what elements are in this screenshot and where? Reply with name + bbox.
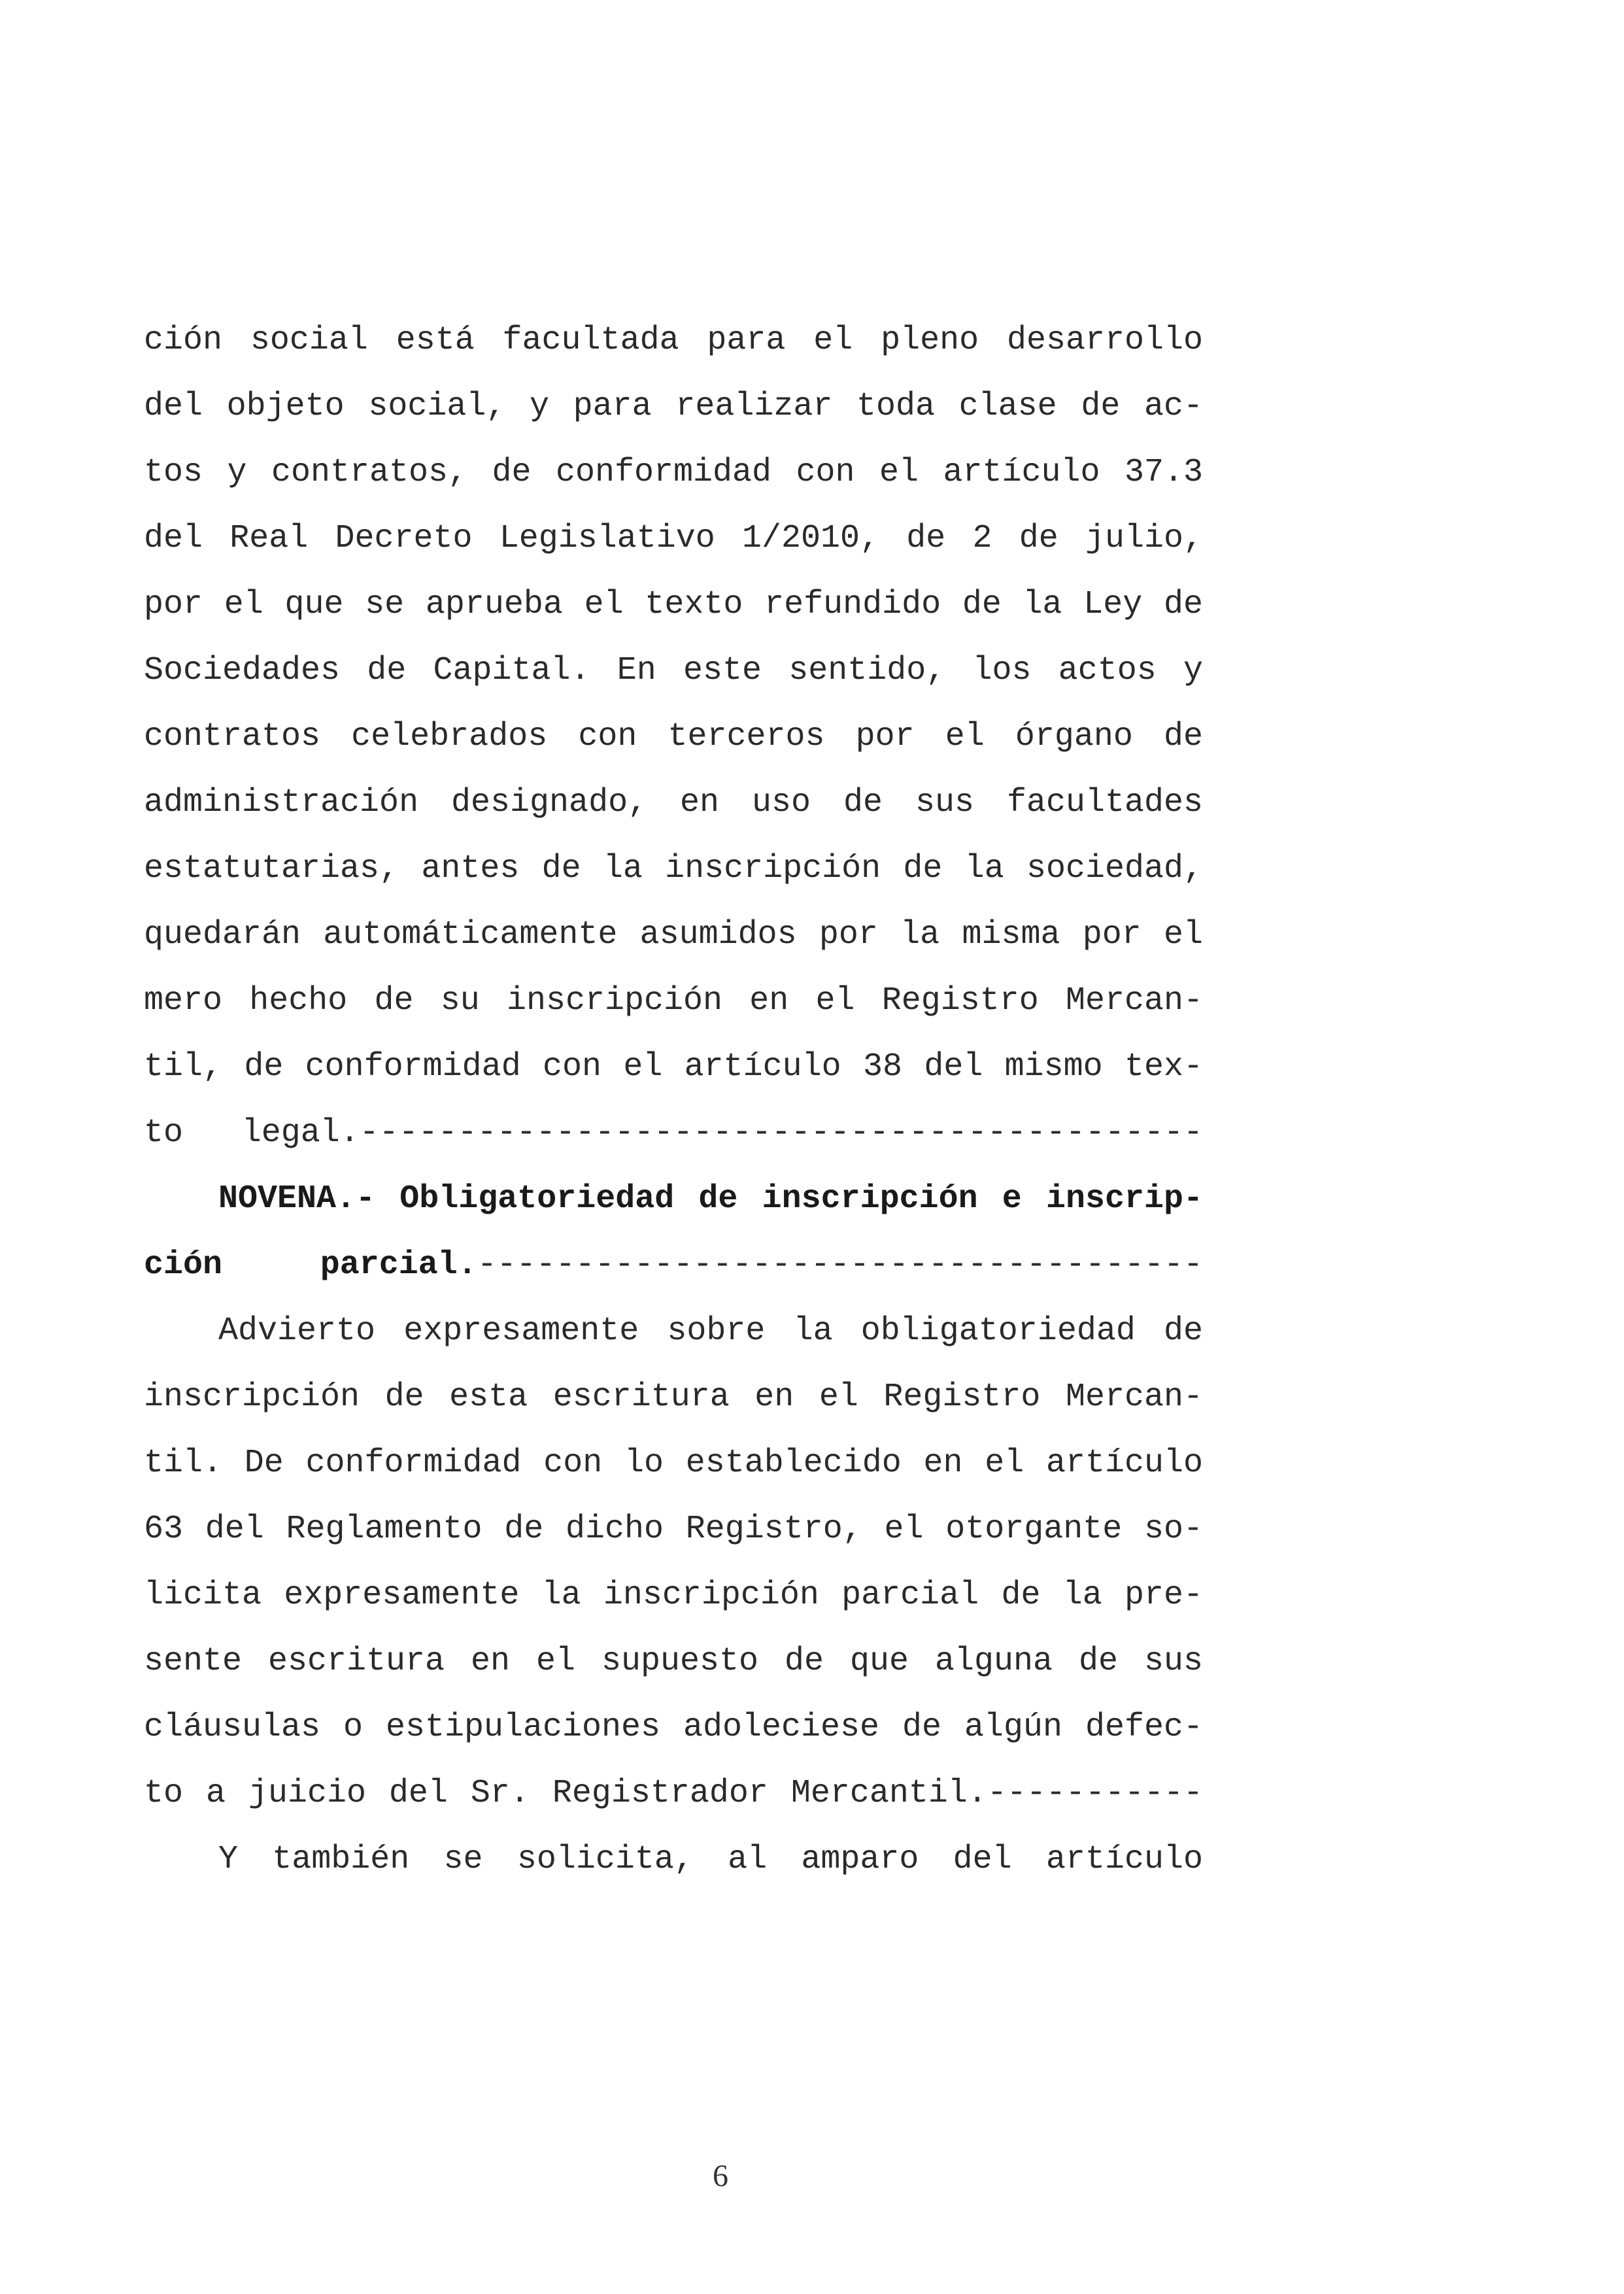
document-body <box>144 307 1203 1892</box>
text-line: to legal.------------------------------------------- <box>144 1114 1203 1152</box>
section-heading: NOVENA.- Obligatoriedad de inscripción e inscrip- <box>218 1180 1203 1218</box>
text-line: til, de conformidad con el artículo 38 del mismo tex- <box>144 1048 1203 1086</box>
section-heading-continued <box>144 1232 1203 1298</box>
text-line: Y también se solicita, al amparo del artículo <box>218 1841 1203 1878</box>
text-line: quedarán automáticamente asumidos por la misma por el <box>144 916 1203 953</box>
text-line: estatutarias, antes de la inscripción de la sociedad, <box>144 850 1203 887</box>
text-line: 63 del Reglamento de dicho Registro, el otorgante so- <box>144 1511 1203 1548</box>
text-line: to a juicio del Sr. Registrador Mercantil.----------- <box>144 1775 1203 1812</box>
dash-filler: ------------------------------------- <box>477 1246 1203 1284</box>
text-line: tos y contratos, de conformidad con el artículo 37.3 <box>144 454 1203 491</box>
text-line: Advierto expresamente sobre la obligatoriedad de <box>218 1312 1203 1350</box>
text-line: til. De conformidad con lo establecido en el artículo <box>144 1445 1203 1482</box>
text-line: licita expresamente la inscripción parcial de la pre- <box>144 1577 1203 1614</box>
page-number: 6 <box>713 2159 728 2193</box>
section-heading-end: ción parcial. <box>144 1246 477 1284</box>
text-line: del objeto social, y para realizar toda clase de ac- <box>144 388 1203 425</box>
text-line: contratos celebrados con terceros por el órgano de <box>144 718 1203 755</box>
text-line: del Real Decreto Legislativo 1/2010, de 2 de julio, <box>144 520 1203 557</box>
text-line: inscripción de esta escritura en el Registro Mercan- <box>144 1378 1203 1416</box>
text-line: Sociedades de Capital. En este sentido, los actos y <box>144 652 1203 689</box>
text-line: cláusulas o estipulaciones adoleciese de algún defec- <box>144 1709 1203 1746</box>
text-line: mero hecho de su inscripción en el Registro Mercan- <box>144 982 1203 1019</box>
text-line: por el que se aprueba el texto refundido de la Ley de <box>144 586 1203 623</box>
text-line: sente escritura en el supuesto de que alguna de sus <box>144 1643 1203 1680</box>
text-line: ción social está facultada para el pleno desarrollo <box>144 322 1203 359</box>
text-line: administración designado, en uso de sus facultades <box>144 784 1203 821</box>
